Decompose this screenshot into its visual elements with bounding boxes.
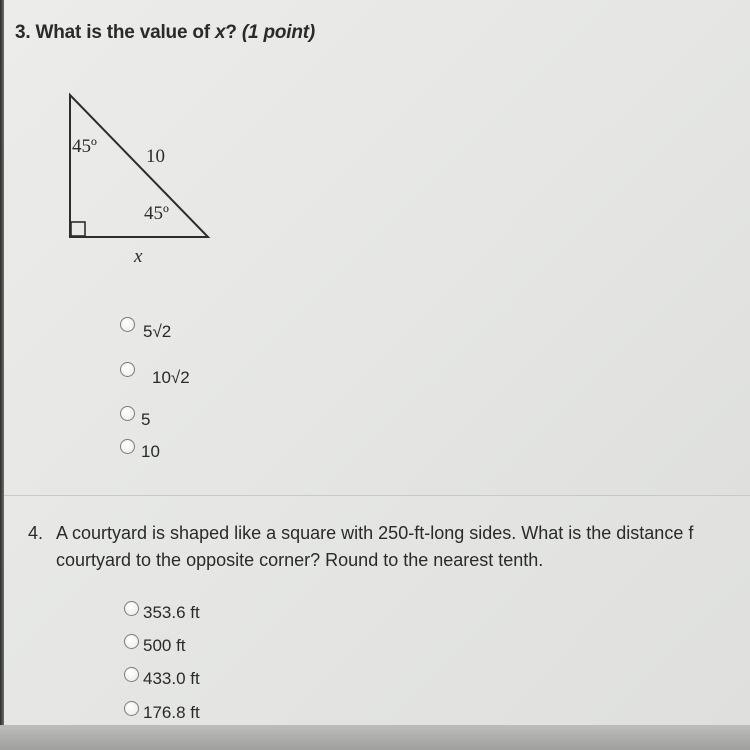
q4-choice-1[interactable]: [124, 593, 200, 623]
screen-bottom-edge: [0, 725, 750, 750]
q4-choice-4-label: 176.8 ft: [143, 703, 200, 722]
q3-choice-2-radio[interactable]: [120, 362, 135, 377]
q4-choice-2-radio[interactable]: [124, 634, 139, 649]
q4-choice-1-radio[interactable]: [124, 601, 139, 616]
q4-choice-2[interactable]: [124, 626, 186, 656]
question-4-text: [28, 520, 693, 574]
q3-choice-3-radio[interactable]: [120, 406, 135, 421]
q3-choice-2-label: 10√2: [152, 368, 190, 387]
right-triangle-diagram: [62, 88, 232, 268]
question-4-panel: [4, 495, 750, 726]
q3-choice-4-label: 10: [141, 442, 160, 461]
triangle-shape: [70, 95, 208, 237]
triangle-figure: [62, 88, 232, 268]
question-4-line-2: courtyard to the opposite corner? Round to the nearest tenth.: [56, 550, 544, 570]
base-x-label: x: [134, 246, 143, 267]
q4-choice-3[interactable]: [124, 659, 200, 689]
q4-choice-3-radio[interactable]: [124, 667, 139, 682]
q3-choice-4-radio[interactable]: [120, 439, 135, 454]
q4-choice-2-label: 500 ft: [143, 636, 186, 655]
q3-choice-1-radio[interactable]: [120, 317, 135, 332]
q3-choice-3[interactable]: [120, 396, 150, 430]
question-4-line-1-text: A courtyard is shaped like a square with 250-ft-long sides. What is the distance f: [56, 523, 694, 543]
bottom-angle-label: 45º: [144, 203, 169, 224]
question-3-title-prefix: 3. What is the value of: [15, 22, 216, 43]
q4-choice-4[interactable]: [124, 693, 200, 723]
question-4-line-1: [28, 520, 693, 547]
q3-choice-3-label: 5: [141, 410, 151, 429]
question-4-number: 4.: [28, 523, 44, 543]
top-angle-label: 45º: [72, 136, 97, 157]
q3-choice-2[interactable]: [120, 350, 190, 388]
q3-choice-1-label: 5√2: [143, 322, 172, 341]
question-3-panel: [4, 0, 750, 495]
hypotenuse-label: 10: [146, 146, 165, 167]
q3-choice-1[interactable]: [120, 306, 171, 342]
question-3-title-mark: ?: [225, 22, 237, 43]
q3-choice-4[interactable]: [120, 430, 160, 462]
question-3-points: (1 point): [241, 22, 316, 43]
q4-choice-4-radio[interactable]: [124, 701, 139, 716]
question-3-title-variable: x: [215, 22, 226, 43]
right-angle-marker: [71, 222, 85, 236]
q4-choice-1-label: 353.6 ft: [143, 603, 200, 622]
q4-choice-3-label: 433.0 ft: [143, 669, 200, 688]
question-3-title: [15, 22, 315, 44]
